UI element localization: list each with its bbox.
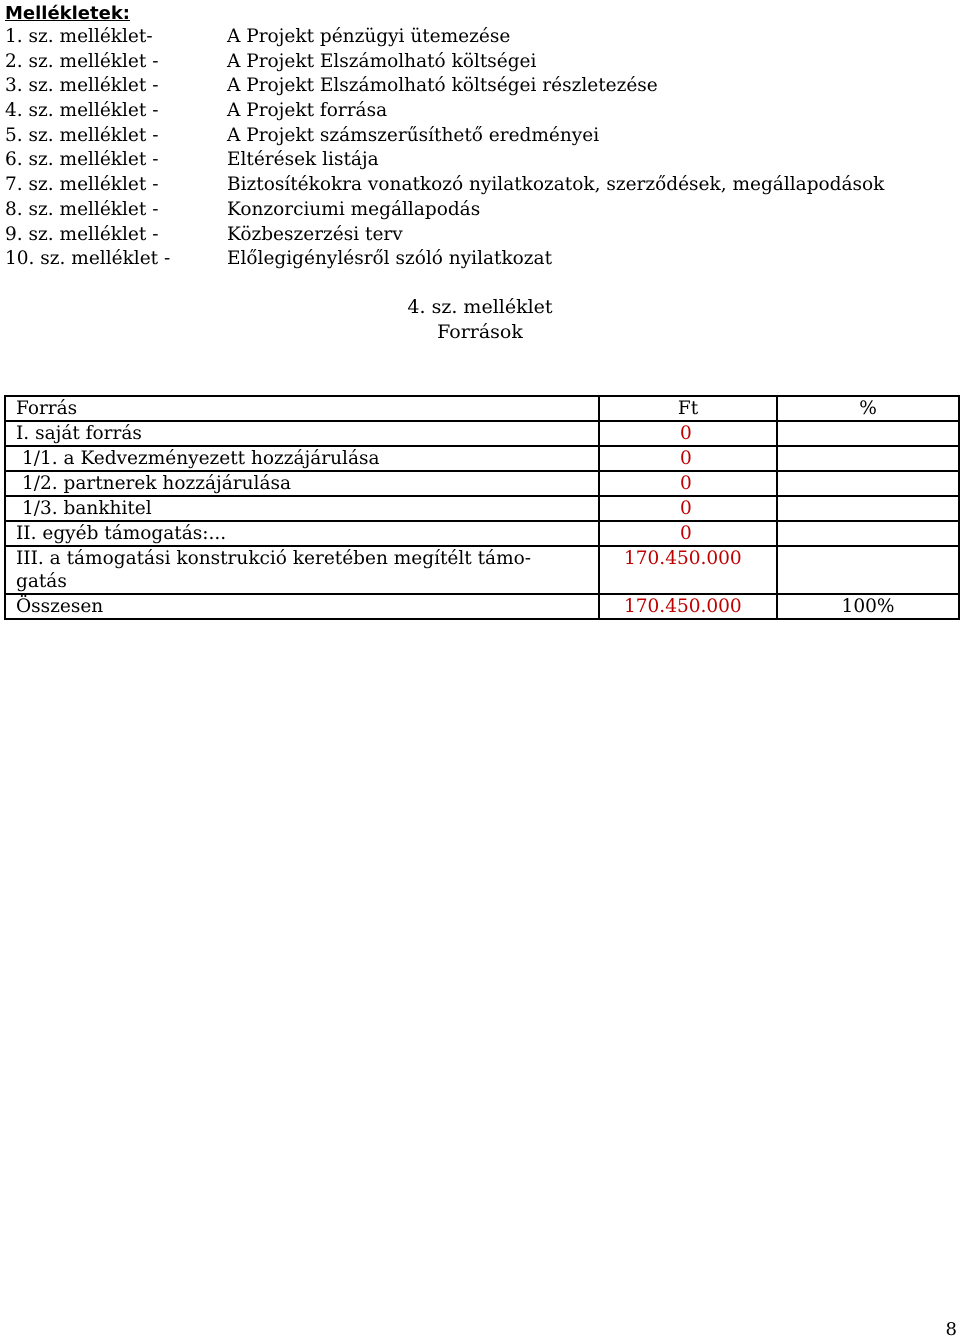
row-pct-value [777,496,959,521]
annex-number: 8. sz. melléklet - [5,198,159,220]
row-label: 1/3. bankhitel [5,496,599,521]
annex-item [5,173,955,198]
annex-number: 4. sz. melléklet - [5,100,159,122]
row-pct-value [777,471,959,496]
page-number: 8 [945,1319,957,1340]
total-label: Összesen [5,594,599,619]
annex-item [5,99,955,124]
row-ft-value: 170.450.000 [599,546,777,594]
annex-item [5,25,955,50]
annex-title: A Projekt Elszámolható költségei [227,50,537,72]
table-row [5,496,959,521]
annex-item [5,124,955,149]
annex-number: 7. sz. melléklet - [5,174,159,196]
table-row [5,446,959,471]
total-pct-value: 100% [777,594,959,619]
sources-table [4,395,960,620]
annex-title: Biztosítékokra vonatkozó nyilatkozatok, szerződések, megállapodások [227,174,885,196]
row-pct-value [777,546,959,594]
annex-title: A Projekt Elszámolható költségei részletezése [227,75,658,97]
row-label: 1/1. a Kedvezményezett hozzájárulása [5,446,599,471]
header-source: Forrás [5,396,599,421]
annex-item [5,223,955,248]
annex-item [5,50,955,75]
section-subtitle: 4. sz. melléklet [407,296,553,318]
annex-number: 5. sz. melléklet - [5,124,159,146]
annex-list [5,25,955,272]
annex-title: Előlegigénylésről szóló nyilatkozat [227,248,553,270]
row-ft-value: 0 [599,421,777,446]
table-header-row [5,396,959,421]
total-ft-value: 170.450.000 [599,594,777,619]
row-label: III. a támogatási konstrukció keretében megítélt támo-gatás [5,546,599,594]
header-pct: % [777,396,959,421]
row-label: I. saját forrás [5,421,599,446]
annex-title: Közbeszerzési terv [227,223,403,245]
table-row [5,421,959,446]
annex-title: Konzorciumi megállapodás [227,198,481,220]
annex-item [5,247,955,272]
table-row [5,471,959,496]
annex-title: A Projekt forrása [227,100,388,122]
row-label: 1/2. partnerek hozzájárulása [5,471,599,496]
annex-number: 10. sz. melléklet - [5,248,171,270]
annex-number: 1. sz. melléklet- [5,26,153,47]
header-ft: Ft [599,396,777,421]
table-row [5,546,959,594]
annex-number: 9. sz. melléklet - [5,223,159,245]
annex-item [5,74,955,99]
row-ft-value: 0 [599,446,777,471]
annex-title: A Projekt pénzügyi ütemezése [227,26,511,47]
table-row [5,521,959,546]
row-pct-value [777,521,959,546]
row-ft-value: 0 [599,471,777,496]
row-ft-value: 0 [599,496,777,521]
annex-number: 6. sz. melléklet - [5,149,159,171]
annex-number: 2. sz. melléklet - [5,50,159,72]
section-title: Források [437,321,523,343]
annex-title: Eltérések listája [227,149,379,171]
annex-number: 3. sz. melléklet - [5,75,159,97]
annexes-heading: Mellékletek: [5,3,130,24]
row-pct-value [777,421,959,446]
row-pct-value [777,446,959,471]
annex-item [5,148,955,173]
row-ft-value: 0 [599,521,777,546]
table-total-row [5,594,959,619]
row-label: II. egyéb támogatás:... [5,521,599,546]
annex-title: A Projekt számszerűsíthető eredményei [227,124,600,146]
annex-item [5,198,955,223]
